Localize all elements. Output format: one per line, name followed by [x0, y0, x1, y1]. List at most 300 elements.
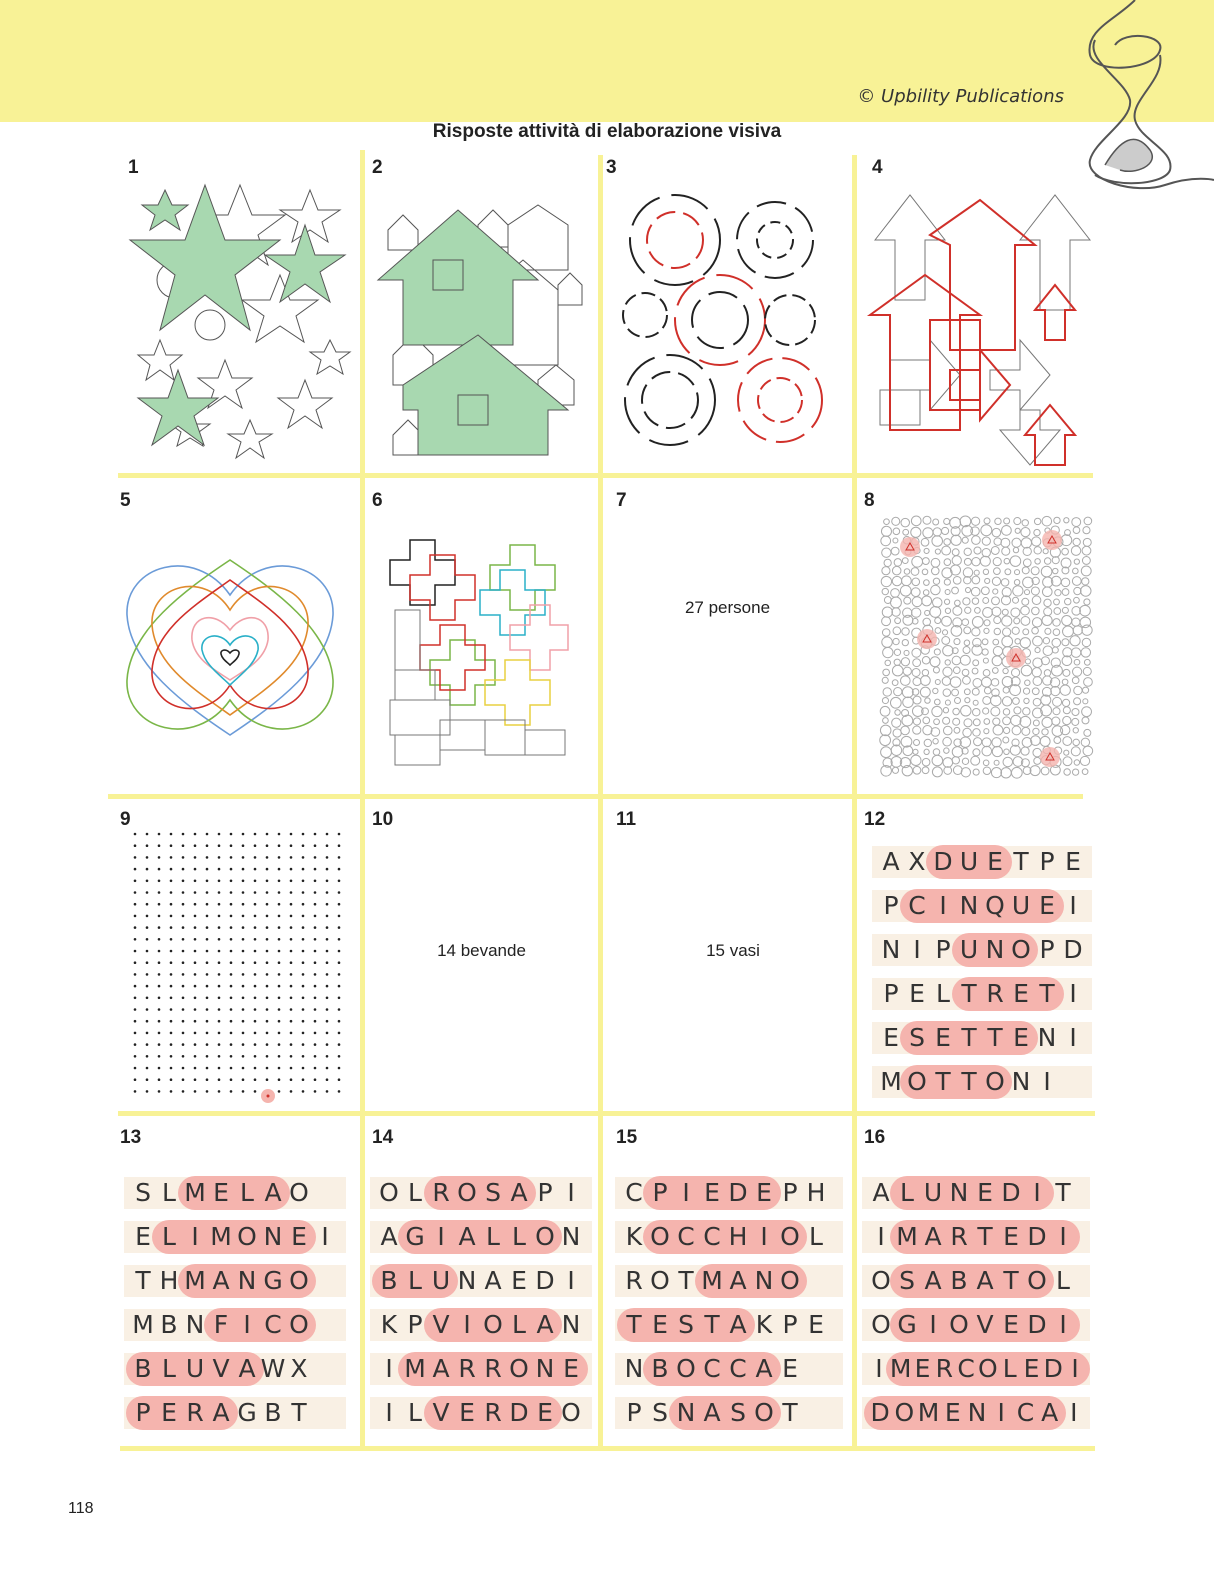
- divider: [598, 155, 603, 1450]
- dot: [302, 997, 305, 1000]
- dot: [182, 880, 185, 883]
- dot: [314, 1067, 317, 1070]
- dot: [242, 868, 245, 871]
- grid-letter: O: [289, 1266, 309, 1295]
- circle: [953, 718, 960, 725]
- grid-letter: O: [894, 1398, 915, 1427]
- circle: [1035, 559, 1041, 565]
- word-grid-row: [615, 1221, 843, 1253]
- grid-letter: N: [881, 935, 901, 964]
- dot: [338, 1020, 341, 1023]
- dot: [158, 985, 161, 988]
- dot: [182, 833, 185, 836]
- dot: [194, 1090, 197, 1093]
- grid-letter: D: [1043, 1354, 1063, 1383]
- circle: [921, 676, 931, 686]
- grid-letter: U: [959, 935, 979, 964]
- circle: [953, 576, 961, 584]
- dot: [218, 891, 221, 894]
- dot: [302, 915, 305, 918]
- dot: [314, 997, 317, 1000]
- grid-letter: A: [458, 1222, 476, 1251]
- dot: [182, 950, 185, 953]
- grid-letter: D: [728, 1178, 748, 1207]
- word-grid-row: [124, 1309, 346, 1341]
- grid-letter: L: [512, 1222, 526, 1251]
- circle: [962, 537, 968, 543]
- grid-letter: D: [933, 847, 953, 876]
- dot: [170, 833, 173, 836]
- grid-letter: S: [678, 1310, 694, 1339]
- grid-letter: T: [678, 1266, 694, 1295]
- circle: [923, 717, 930, 724]
- circle: [1082, 687, 1088, 693]
- dot: [194, 1020, 197, 1023]
- circle: [1033, 698, 1041, 706]
- dot: [230, 985, 233, 988]
- circle: [1042, 587, 1052, 597]
- grid-letter: P: [883, 891, 899, 920]
- grid-letter: A: [924, 1266, 942, 1295]
- dot: [134, 950, 137, 953]
- dot: [302, 1008, 305, 1011]
- grid-letter: M: [701, 1266, 723, 1295]
- circle: [1041, 767, 1049, 775]
- circle: [1032, 596, 1041, 605]
- dot: [134, 844, 137, 847]
- dot: [242, 856, 245, 859]
- word-grid-row: [370, 1221, 592, 1253]
- grid-letter: V: [976, 1310, 994, 1339]
- circle: [991, 768, 1001, 778]
- circle: [1010, 556, 1021, 567]
- circle: [943, 737, 952, 746]
- word-grid-letters: [130, 1265, 312, 1297]
- dot: [230, 1032, 233, 1035]
- dot: [182, 891, 185, 894]
- dot: [278, 1020, 281, 1023]
- dot: [146, 1090, 149, 1093]
- divider: [118, 1111, 1095, 1116]
- grid-letter: E: [944, 1398, 961, 1427]
- circle: [1074, 559, 1079, 564]
- grid-letter: T: [961, 979, 977, 1008]
- dot: [158, 880, 161, 883]
- grid-letter: A: [976, 1266, 994, 1295]
- grid-letter: N: [457, 1266, 477, 1295]
- circle: [1031, 587, 1039, 595]
- circle: [1042, 729, 1048, 735]
- circle: [1023, 708, 1030, 715]
- circle: [1022, 598, 1029, 605]
- dot: [146, 844, 149, 847]
- circle: [961, 706, 971, 716]
- circle: [912, 556, 923, 567]
- dot: [254, 915, 257, 918]
- circle: [882, 629, 890, 637]
- dot: [278, 1032, 281, 1035]
- circle: [1071, 747, 1080, 756]
- circle: [953, 708, 960, 715]
- grid-letter: M: [184, 1266, 206, 1295]
- grid-letter: E: [563, 1354, 579, 1383]
- dot: [230, 1020, 233, 1023]
- grid-letter: L: [162, 1354, 176, 1383]
- circle: [942, 546, 951, 555]
- circle: [893, 729, 901, 737]
- circle: [1080, 605, 1091, 616]
- dot: [278, 950, 281, 953]
- circle: [901, 726, 910, 735]
- circle: [1025, 659, 1030, 664]
- grid-letter: E: [987, 847, 1003, 876]
- circle: [1082, 638, 1090, 646]
- circle: [1020, 638, 1030, 648]
- circle: [893, 538, 898, 543]
- dot: [146, 1032, 149, 1035]
- circle: [880, 725, 891, 736]
- dot: [326, 938, 329, 941]
- dot: [230, 1067, 233, 1070]
- grid-letter: C: [908, 891, 926, 920]
- circle: [971, 587, 980, 596]
- circle: [954, 727, 960, 733]
- circle: [1033, 748, 1041, 756]
- grid-letter: P: [782, 1178, 798, 1207]
- dot: [326, 856, 329, 859]
- grid-letter: I: [191, 1222, 199, 1251]
- dot: [194, 950, 197, 953]
- circle: [892, 665, 903, 676]
- dot: [230, 915, 233, 918]
- dot: [290, 1043, 293, 1046]
- grid-letter: N: [676, 1398, 696, 1427]
- circle: [950, 565, 960, 575]
- dot: [338, 926, 341, 929]
- grid-letter: I: [877, 1222, 885, 1251]
- dot: [158, 856, 161, 859]
- grid-letter: L: [240, 1178, 254, 1207]
- circle: [922, 767, 929, 774]
- word-grid-letters: [621, 1353, 803, 1385]
- copyright-text: © Upbility Publications: [857, 86, 1064, 107]
- circle: [933, 749, 940, 756]
- cell-number: 12: [864, 809, 886, 830]
- cell-number: 5: [120, 490, 131, 511]
- dot: [266, 844, 269, 847]
- dot: [242, 926, 245, 929]
- dot: [254, 1090, 257, 1093]
- dot: [326, 997, 329, 1000]
- circle: [1022, 520, 1028, 526]
- dot: [278, 1055, 281, 1058]
- circle: [880, 735, 891, 746]
- dot: [326, 903, 329, 906]
- dot: [230, 938, 233, 941]
- circle: [972, 668, 978, 674]
- grid-letter: A: [755, 1354, 773, 1383]
- dot: [338, 1055, 341, 1058]
- dot: [338, 1067, 341, 1070]
- grid-letter: T: [1013, 847, 1029, 876]
- dot: [206, 938, 209, 941]
- dot: [326, 1032, 329, 1035]
- word-grid-letters: [130, 1353, 312, 1385]
- dot: [194, 1067, 197, 1070]
- cell-number: 4: [872, 157, 883, 178]
- dot: [182, 1078, 185, 1081]
- dot: [326, 961, 329, 964]
- grid-letter: L: [408, 1178, 422, 1207]
- dot: [290, 1055, 293, 1058]
- circle: [892, 718, 901, 727]
- word-grid-letters: [621, 1397, 803, 1429]
- dot: [206, 1067, 209, 1070]
- dot: [170, 880, 173, 883]
- dot: [338, 915, 341, 918]
- grid-letter: P: [652, 1178, 668, 1207]
- dot: [170, 856, 173, 859]
- grid-letter: D: [870, 1398, 890, 1427]
- circle: [935, 617, 941, 623]
- dot: [206, 915, 209, 918]
- divider: [360, 150, 365, 1450]
- circle: [890, 697, 901, 708]
- circle: [1041, 657, 1049, 665]
- circle: [1045, 628, 1051, 634]
- dot: [326, 973, 329, 976]
- dot: [170, 891, 173, 894]
- circle: [934, 699, 940, 705]
- dot: [254, 1043, 257, 1046]
- circle: [982, 746, 992, 756]
- word-grid-row: [124, 1265, 346, 1297]
- dot: [170, 997, 173, 1000]
- dot: [254, 868, 257, 871]
- dot: [266, 833, 269, 836]
- circle: [963, 568, 973, 578]
- dot: [134, 1043, 137, 1046]
- dot: [206, 856, 209, 859]
- dot: [218, 961, 221, 964]
- circle: [1082, 707, 1092, 717]
- dot: [266, 1078, 269, 1081]
- circle: [964, 640, 970, 646]
- grid-letter: E: [782, 1354, 798, 1383]
- nested-hearts-icon: [125, 555, 335, 740]
- grid-letter: S: [909, 1023, 925, 1052]
- circle: [1011, 767, 1022, 778]
- dot: [338, 1090, 341, 1093]
- grid-letter: D: [535, 1266, 555, 1295]
- dot: [266, 950, 269, 953]
- circle: [1062, 548, 1069, 555]
- dot: [290, 950, 293, 953]
- word-grid-row: [872, 846, 1092, 878]
- circle: [991, 679, 998, 686]
- dot: [290, 997, 293, 1000]
- circle: [912, 648, 921, 657]
- circle: [883, 647, 893, 657]
- circle: [991, 547, 999, 555]
- dot: [266, 1032, 269, 1035]
- circle: [895, 710, 901, 716]
- circle: [965, 587, 970, 592]
- grid-letter: E: [537, 1398, 553, 1427]
- grid-letter: N: [185, 1310, 205, 1339]
- circle: [933, 528, 941, 536]
- dot: [146, 950, 149, 953]
- circle: [882, 548, 891, 557]
- grid-letter: I: [1059, 1222, 1067, 1251]
- circle: [1022, 727, 1030, 735]
- grid-letter: L: [408, 1398, 422, 1427]
- circle: [994, 628, 1000, 634]
- grid-letter: R: [484, 1354, 502, 1383]
- circle: [881, 576, 891, 586]
- circle: [1032, 688, 1039, 695]
- dot: [218, 1020, 221, 1023]
- grid-letter: T: [135, 1266, 151, 1295]
- circle: [1061, 578, 1069, 586]
- circle: [945, 660, 950, 665]
- circle: [1042, 615, 1052, 625]
- circle: [942, 677, 950, 685]
- dot: [290, 985, 293, 988]
- dot: [266, 997, 269, 1000]
- cell-number: 15: [616, 1127, 638, 1148]
- circle: [1034, 547, 1041, 554]
- circle: [992, 668, 998, 674]
- grid-letter: A: [1041, 1398, 1059, 1427]
- dot: [278, 1078, 281, 1081]
- circle: [901, 518, 910, 527]
- circle: [943, 717, 950, 724]
- circle: [983, 670, 990, 677]
- circle: [902, 715, 913, 726]
- circle: [893, 528, 900, 535]
- grid-letter: I: [321, 1222, 329, 1251]
- dot: [266, 856, 269, 859]
- circle: [1082, 717, 1089, 724]
- dot: [194, 1078, 197, 1081]
- circle: [900, 585, 911, 596]
- circle: [995, 518, 1001, 524]
- circle: [1083, 538, 1091, 546]
- circle: [1062, 679, 1068, 685]
- dot: [182, 1067, 185, 1070]
- grid-letter: I: [1069, 1023, 1077, 1052]
- circle: [992, 746, 1002, 756]
- dot: [158, 915, 161, 918]
- dot: [338, 880, 341, 883]
- dot: [254, 856, 257, 859]
- word-grid-row: [862, 1221, 1090, 1253]
- circle: [960, 655, 970, 665]
- grid-letter: A: [212, 1266, 230, 1295]
- dot: [182, 1008, 185, 1011]
- circle: [903, 667, 911, 675]
- word-grid-row: [124, 1221, 346, 1253]
- dot: [134, 891, 137, 894]
- circle: [1072, 769, 1078, 775]
- dot: [242, 997, 245, 1000]
- word-grid-row: [370, 1353, 592, 1385]
- circle: [932, 706, 942, 716]
- circle: [1015, 639, 1020, 644]
- dot: [170, 1032, 173, 1035]
- circle: [952, 556, 961, 565]
- grid-letter: L: [936, 979, 950, 1008]
- circle: [984, 628, 989, 633]
- dot: [218, 1043, 221, 1046]
- circle: [962, 669, 969, 676]
- word-grid-row: [872, 934, 1092, 966]
- dot: [278, 833, 281, 836]
- dot: [314, 938, 317, 941]
- dot: [194, 973, 197, 976]
- grid-letter: I: [1069, 891, 1077, 920]
- dot: [278, 915, 281, 918]
- grid-letter: E: [808, 1310, 824, 1339]
- dot: [230, 856, 233, 859]
- grid-letter: A: [238, 1354, 256, 1383]
- dot: [266, 915, 269, 918]
- grid-letter: T: [626, 1310, 642, 1339]
- word-grid-letters: [868, 1265, 1076, 1297]
- grid-letter: H: [806, 1178, 826, 1207]
- circle: [1032, 627, 1039, 634]
- dot: [302, 891, 305, 894]
- word-grid-13: [124, 1177, 346, 1441]
- dot: [254, 833, 257, 836]
- dot: [134, 856, 137, 859]
- circle: [922, 596, 932, 606]
- grid-letter: V: [432, 1398, 450, 1427]
- dot: [266, 985, 269, 988]
- dot: [338, 950, 341, 953]
- dot-grid-icon: [130, 830, 350, 1105]
- word-grid-row: [615, 1397, 843, 1429]
- circle: [1081, 648, 1090, 657]
- dot: [302, 938, 305, 941]
- circle: [903, 615, 913, 625]
- circle: [883, 688, 891, 696]
- circle: [1013, 597, 1019, 603]
- circle: [954, 698, 960, 704]
- dot: [242, 844, 245, 847]
- circle: [944, 748, 949, 753]
- dot: [218, 880, 221, 883]
- circle: [933, 688, 938, 693]
- dot: [254, 938, 257, 941]
- dot: [338, 833, 341, 836]
- circle: [1074, 686, 1082, 694]
- dot: [206, 985, 209, 988]
- circle: [931, 728, 940, 737]
- grid-letter: L: [1002, 1354, 1017, 1383]
- dot: [218, 1090, 221, 1093]
- circle: [981, 525, 992, 536]
- dot: [302, 1032, 305, 1035]
- circle: [1073, 568, 1079, 574]
- circle: [913, 659, 921, 667]
- circle: [1052, 717, 1060, 725]
- grid-letter: I: [463, 1310, 471, 1339]
- grid-letter: V: [212, 1354, 230, 1383]
- grid-letter: I: [913, 935, 921, 964]
- circle: [1072, 718, 1079, 725]
